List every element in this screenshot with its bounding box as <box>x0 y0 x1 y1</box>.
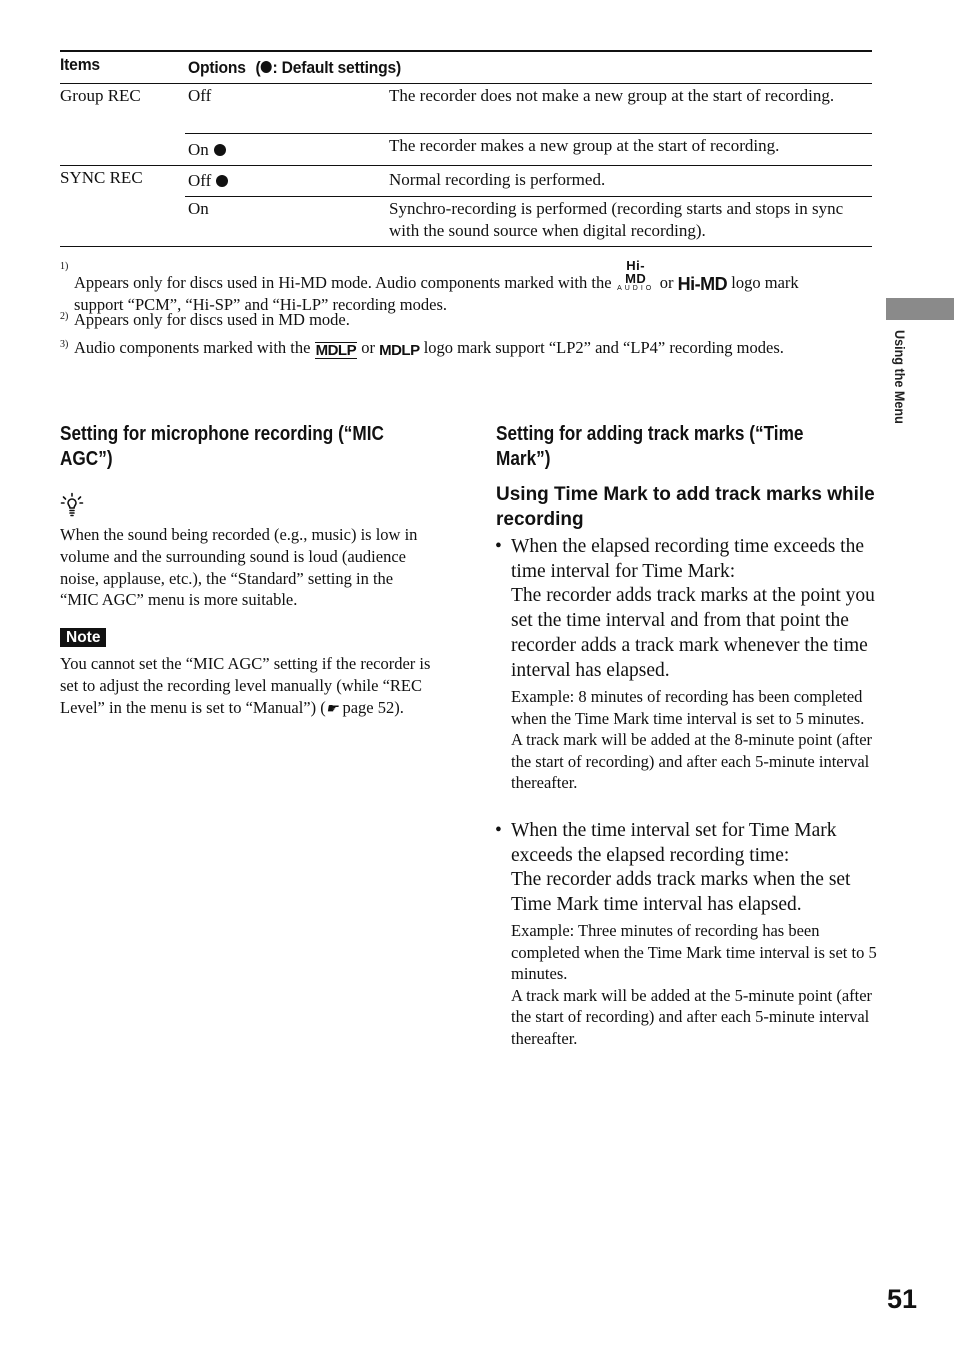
table-header-options <box>188 58 401 78</box>
time-mark-subheading: Using Time Mark to add track marks while recording <box>496 484 875 530</box>
footnote-number: 3) <box>60 339 69 350</box>
footnote-or: or <box>361 338 375 357</box>
footnote-text: Appears only for discs used in MD mode. <box>74 310 350 329</box>
option-label: Off <box>188 171 212 190</box>
table-header-items: Items <box>60 55 100 74</box>
footnote-3 <box>60 337 872 359</box>
bullet-lead: When the elapsed recording time exceeds the time interval for Time Mark: <box>511 536 865 582</box>
example-text: Example: 8 minutes of recording has been completed when the Time Mark time interval is set to 5 minutes. <box>511 687 865 728</box>
table-top-rule <box>60 50 872 52</box>
note-text <box>60 653 440 720</box>
pointing-hand-icon: ☛ <box>325 701 339 717</box>
logo-text: Hi-MD <box>625 258 647 286</box>
table-item-sync-rec: SYNC REC <box>60 168 143 187</box>
section-tab-text: Using the Menu <box>892 330 908 424</box>
example-1 <box>511 686 881 794</box>
example-text: A track mark will be added at the 8-minute point (after the start of recording) and after each 5-minute interval thereafter. <box>511 730 873 793</box>
table-row-rule <box>185 196 872 197</box>
table-item-group-rec: Group REC <box>60 86 141 105</box>
table-option: On <box>188 199 209 218</box>
footnote-or: or <box>659 273 674 292</box>
table-option: Off <box>188 86 212 105</box>
footnote-text: logo mark <box>731 273 799 292</box>
bullet-body: The recorder adds track marks at the point you set the time interval and from that point the recorder adds a track mark whenever the time interval has elapsed. <box>511 585 875 681</box>
table-desc: Synchro-recording is performed (recording starts and stops in sync with the sound source when digital recording). <box>389 199 844 240</box>
logo-text: AUDIO <box>617 285 655 292</box>
mdlp-logo-boxed: MDLP <box>315 342 357 359</box>
bullet-lead: When the time interval set for Time Mark exceeds the elapsed recording time: <box>511 820 837 866</box>
footnote-text: logo mark support “LP2” and “LP4” recording modes. <box>423 338 784 357</box>
note-text-b: page 52). <box>338 697 404 717</box>
himd-logo: Hi-MD <box>677 274 728 294</box>
options-open-paren: ( <box>255 58 261 77</box>
bullet-marker: • <box>495 820 502 841</box>
options-default-label: : Default settings) <box>272 58 402 77</box>
table-row-rule <box>60 165 872 166</box>
bullet-1 <box>511 535 881 683</box>
table-desc: Normal recording is performed. <box>389 170 606 189</box>
section-tab-marker <box>886 298 954 320</box>
lightbulb-icon <box>60 492 84 518</box>
footnote-1 <box>60 258 872 314</box>
footnote-number: 2) <box>60 311 69 322</box>
note-label: Note <box>60 628 106 647</box>
footnote-2 <box>60 309 872 331</box>
table-option-default <box>188 170 228 192</box>
himd-audio-logo <box>616 259 656 292</box>
table-row-rule <box>185 133 872 134</box>
default-dot-icon <box>214 144 226 156</box>
footnote-number: 1) <box>60 261 69 272</box>
tip-text: When the sound being recorded (e.g., music) is low in volume and the surrounding sound is loud (audience noise, applause, etc.), the “Standard” setting in the “MIC AGC” menu is more suitable. <box>60 525 418 610</box>
table-bottom-rule <box>60 246 872 247</box>
option-label: On <box>188 140 209 159</box>
time-mark-heading: Setting for adding track marks (“Time Mark”) <box>496 423 804 470</box>
note-badge <box>60 628 106 647</box>
table-header-rule <box>60 83 872 84</box>
default-dot-icon <box>216 175 228 187</box>
bullet-2 <box>511 819 881 918</box>
footnote-text: Appears only for discs used in Hi-MD mode. Audio components marked with the <box>74 273 612 292</box>
options-label: Options <box>188 58 246 77</box>
default-dot-icon <box>261 61 272 73</box>
example-text: Example: Three minutes of recording has been completed when the Time Mark time interval is set to 5 minutes. <box>511 921 877 984</box>
footnote-text: support “PCM”, “Hi-SP” and “Hi-LP” recording modes. <box>74 295 448 314</box>
note-text-a: You cannot set the “MIC AGC” setting if the recorder is set to adjust the recording level manually (while “REC Level” in the menu is set to “Manual”) ( <box>60 654 431 717</box>
section-tab-label <box>890 330 910 470</box>
example-2 <box>511 920 881 1050</box>
footnote-text: Audio components marked with the <box>74 338 311 357</box>
bullet-body: The recorder adds track marks when the set Time Mark time interval has elapsed. <box>511 869 851 916</box>
table-desc: The recorder makes a new group at the start of recording. <box>389 136 780 155</box>
example-text: A track mark will be added at the 5-minute point (after the start of recording) and after each 5-minute interval thereafter. <box>511 985 873 1048</box>
mic-agc-heading: Setting for microphone recording (“MIC AGC”) <box>60 423 384 470</box>
bullet-marker: • <box>495 536 502 557</box>
mdlp-logo: MDLP <box>379 342 420 359</box>
table-desc: The recorder does not make a new group at the start of recording. <box>389 86 835 105</box>
page-number: 51 <box>886 1284 917 1314</box>
table-option-default <box>188 139 226 161</box>
